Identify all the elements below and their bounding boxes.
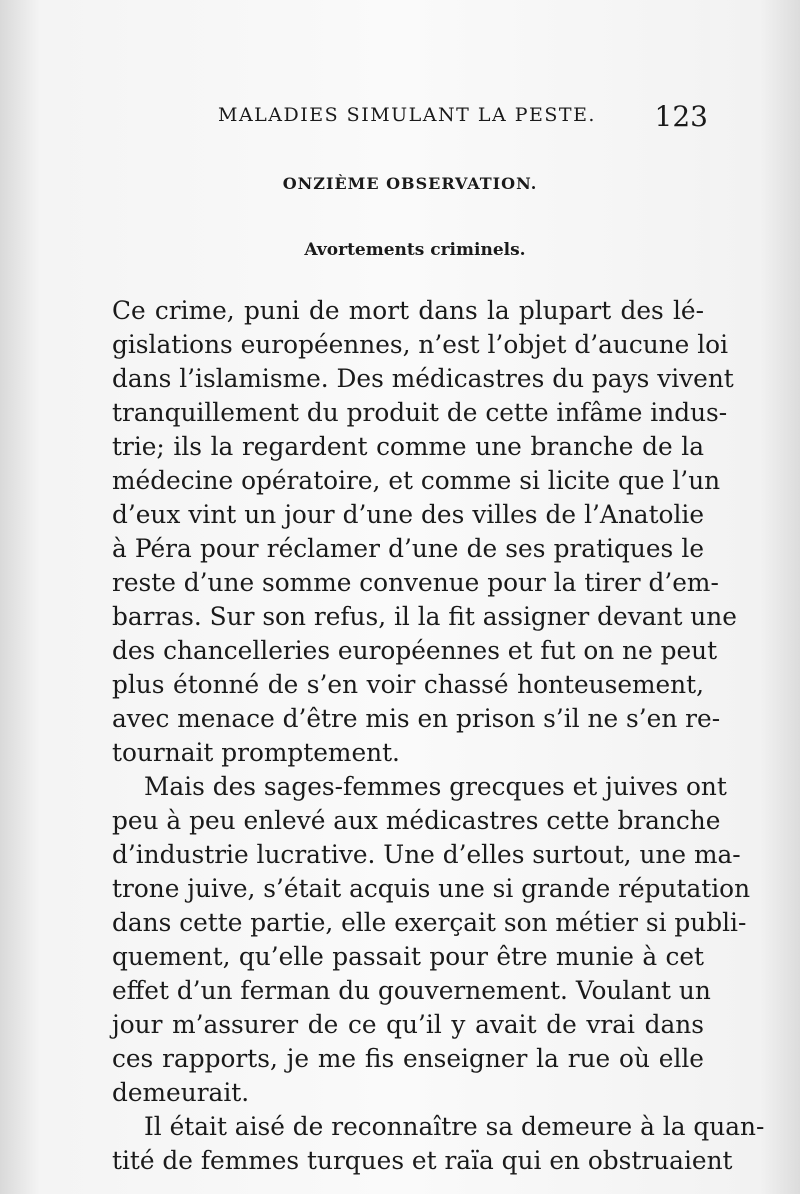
text-line: demeurait. [112,1078,250,1107]
page-number: 123 [654,100,708,133]
text-line: barras. Sur son refus, il la fit assigner devant une [112,602,737,631]
text-line: dans cette partie, elle exerçait son métier si publi- [112,908,747,937]
text-line: d’eux vint un jour d’une des villes de l’Anatolie [112,500,704,529]
body-text [112,294,765,1178]
text-line: tranquillement du produit de cette infâme indus- [112,398,728,427]
text-line: peu à peu enlevé aux médicastres cette branche [112,806,721,835]
text-line: jour m’assurer de ce qu’il y avait de vrai dans [112,1010,704,1039]
text-line: Ce crime, puni de mort dans la plupart des lé- [112,296,704,325]
text-line: des chancelleries européennes et fut on ne peut [112,636,718,665]
text-line: reste d’une somme convenue pour la tirer d’em- [112,568,719,597]
text-line: Il était aisé de reconnaître sa demeure à la quan- [144,1112,765,1141]
text-line: d’industrie lucrative. Une d’elles surtout, une ma- [112,840,741,869]
text-line: gislations européennes, n’est l’objet d’aucune loi [112,330,729,359]
text-line: avec menace d’être mis en prison s’il ne s’en re- [112,704,721,733]
text-line: tournait promptement. [112,738,400,767]
text-line: plus étonné de s’en voir chassé honteusement, [112,670,704,699]
text-line: quement, qu’elle passait pour être munie à cet [112,942,704,971]
text-line: ces rapports, je me fis enseigner la rue où elle [112,1044,704,1073]
text-line: trie; ils la regardent comme une branche de la [112,432,704,461]
text-line: tité de femmes turques et raïa qui en obstruaient [112,1146,733,1175]
section-subtitle: Avortements criminels. [304,240,526,260]
running-head [218,100,708,134]
text-line: à Péra pour réclamer d’une de ses pratiques le [112,534,704,563]
text-line: Mais des sages-femmes grecques et juives ont [144,772,727,801]
section-title: ONZIÈME OBSERVATION. [282,174,538,193]
text-line: effet d’un ferman du gouvernement. Voulant un [112,976,711,1005]
text-line: trone juive, s’était acquis une si grande réputation [112,874,751,903]
running-title: MALADIES SIMULANT LA PESTE. [218,104,596,126]
text-line: dans l’islamisme. Des médicastres du pays vivent [112,364,734,393]
text-line: médecine opératoire, et comme si licite que l’un [112,466,721,495]
